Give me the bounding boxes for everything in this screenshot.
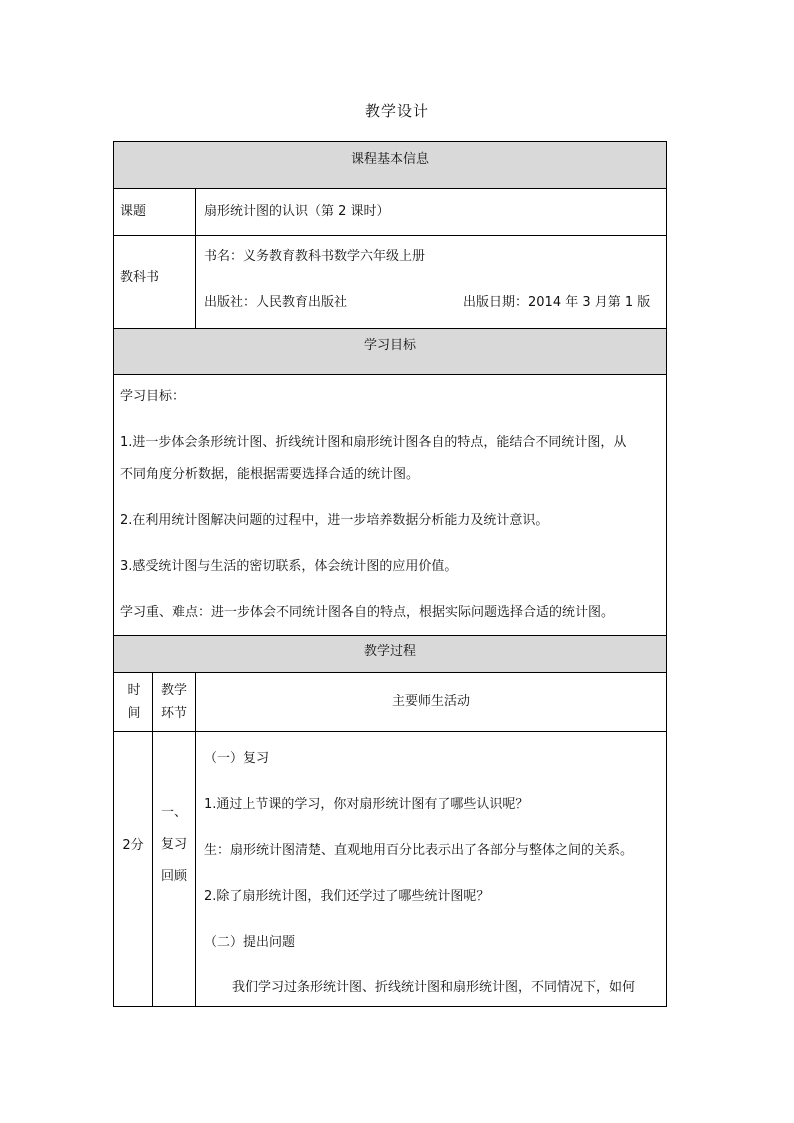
key-points: 学习重、难点：进一步体会不同统计图各自的特点，根据实际问题选择合适的统计图。 <box>120 605 615 620</box>
publisher: 出版社：人民教育出版社 <box>204 295 348 310</box>
activity-line-3: 生：扇形统计图清楚、直观地用百分比表示出了各部分与整体之间的关系。 <box>204 843 634 858</box>
objective-3: 3.感受统计图与生活的密切联系，体会统计图的应用价值。 <box>120 559 458 574</box>
objective-1-line-2: 不同角度分析数据，能根据需要选择合适的统计图。 <box>120 467 420 482</box>
row-stage-line-2: 复习 <box>160 837 187 852</box>
document-title: 教学设计 <box>364 102 429 120</box>
activity-line-5: （二）提出问题 <box>204 935 296 950</box>
row-time: 2分 <box>122 838 144 853</box>
row-divider <box>114 235 666 236</box>
process-header-label: 教学过程 <box>363 644 416 659</box>
book-name: 书名：义务教育教科书数学六年级上册 <box>204 249 426 264</box>
col-stage-header-line-2: 环节 <box>160 706 187 721</box>
objectives-header-label: 学习目标 <box>363 338 416 353</box>
row-divider <box>114 731 666 732</box>
objective-2: 2.在利用统计图解决问题的过程中，进一步培养数据分析能力及统计意识。 <box>120 513 549 528</box>
topic-value: 扇形统计图的认识（第 2 课时） <box>204 204 390 219</box>
col-time-header-line-2: 间 <box>127 706 141 721</box>
col-time-header-line-1: 时 <box>127 683 141 698</box>
activity-line-2: 1.通过上节课的学习，你对扇形统计图有了哪些认识呢？ <box>204 797 529 812</box>
col-activity-header: 主要师生活动 <box>391 694 470 709</box>
objectives-header <box>114 328 666 375</box>
process-header <box>114 635 666 673</box>
col-divider-time <box>152 673 153 1006</box>
activity-line-4: 2.除了扇形统计图，我们还学过了哪些统计图呢？ <box>204 889 490 904</box>
activity-line-1: （一）复习 <box>204 751 270 766</box>
row-stage-line-1: 一、 <box>160 805 187 820</box>
row-stage-line-3: 回顾 <box>160 869 187 884</box>
col-divider <box>195 189 196 328</box>
col-stage-header-line-1: 教学 <box>160 683 187 698</box>
course-info-header <box>114 142 666 189</box>
topic-label: 课题 <box>120 204 147 219</box>
activity-line-6: 我们学习过条形统计图、折线统计图和扇形统计图，不同情况下，如何 <box>232 980 636 995</box>
col-divider-stage <box>195 673 196 1006</box>
lesson-plan-table <box>113 141 667 1007</box>
objective-1-line-1: 1.进一步体会条形统计图、折线统计图和扇形统计图各自的特点，能结合不同统计图，从 <box>120 435 627 450</box>
publish-date: 出版日期：2014 年 3 月第 1 版 <box>463 295 651 310</box>
objectives-intro: 学习目标： <box>120 389 186 404</box>
course-info-header-label: 课程基本信息 <box>350 152 429 167</box>
textbook-label: 教科书 <box>120 270 160 285</box>
